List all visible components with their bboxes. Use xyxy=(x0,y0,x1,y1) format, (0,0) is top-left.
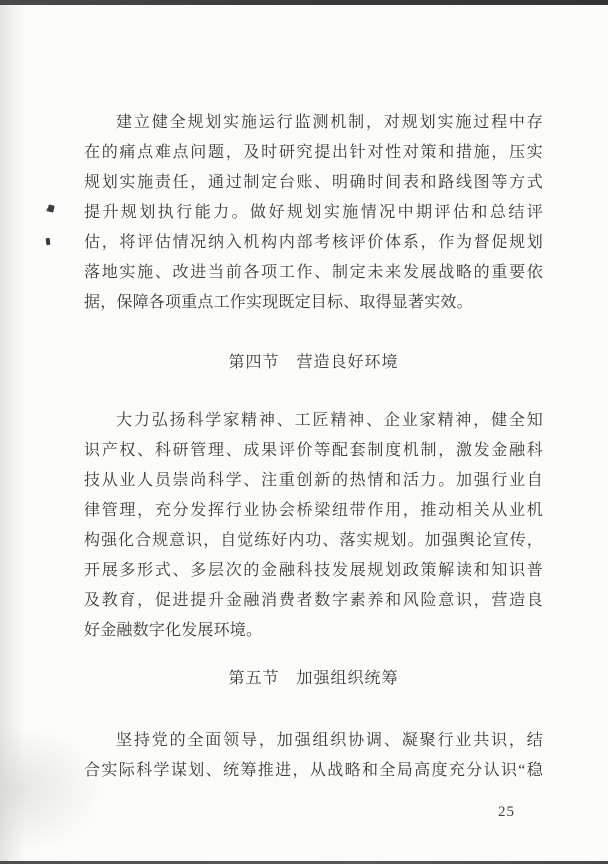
body-line: 估，将评估情况纳入机构内部考核评价体系，作为督促规划 xyxy=(84,234,543,251)
page-number: 25 xyxy=(498,804,515,820)
body-line: 落地实施、改进当前各项工作、制定未来发展战略的重要依 xyxy=(84,264,543,281)
body-line: 建立健全规划实施运行监测机制，对规划实施过程中存 xyxy=(116,114,543,131)
body-line: 提升规划执行能力。做好规划实施情况中期评估和总结评 xyxy=(84,204,543,221)
body-line: 律管理，充分发挥行业协会桥梁纽带作用，推动相关从业机 xyxy=(84,502,543,519)
scan-speck xyxy=(46,238,51,245)
section-heading-5: 第五节 加强组织统筹 xyxy=(228,670,399,687)
body-line: 在的痛点难点问题，及时研究提出针对性对策和措施，压实 xyxy=(84,144,543,161)
scan-edge-top xyxy=(0,0,608,5)
body-line: 及教育，促进提升金融消费者数字素养和风险意识，营造良 xyxy=(84,592,543,609)
paragraph-favorable-environment xyxy=(84,406,543,646)
body-line: 构强化合规意识，自觉练好内功、落实规划。加强舆论宣传， xyxy=(84,532,543,549)
body-line: 合实际科学谋划、统筹推进，从战略和全局高度充分认识“稳 xyxy=(84,762,543,779)
body-line: 好金融数字化发展环境。 xyxy=(84,622,263,639)
body-line: 坚持党的全面领导，加强组织协调、凝聚行业共识，结 xyxy=(116,732,543,749)
paragraph-implementation-monitoring xyxy=(84,108,543,318)
body-line: 开展多形式、多层次的金融科技发展规划政策解读和知识普 xyxy=(84,562,543,579)
body-line: 规划实施责任，通过制定台账、明确时间表和路线图等方式 xyxy=(84,174,543,191)
body-line: 识产权、科研管理、成果评价等配套制度机制，激发金融科 xyxy=(84,442,543,459)
body-line: 大力弘扬科学家精神、工匠精神、企业家精神，健全知 xyxy=(116,412,543,429)
paragraph-organizational-coordination xyxy=(84,726,543,786)
body-line: 据，保障各项重点工作实现既定目标、取得显著实效。 xyxy=(84,294,473,311)
body-line: 技从业人员崇尚科学、注重创新的热情和活力。加强行业自 xyxy=(84,472,543,489)
scan-speck xyxy=(47,204,54,212)
section-heading-4: 第四节 营造良好环境 xyxy=(228,354,399,371)
